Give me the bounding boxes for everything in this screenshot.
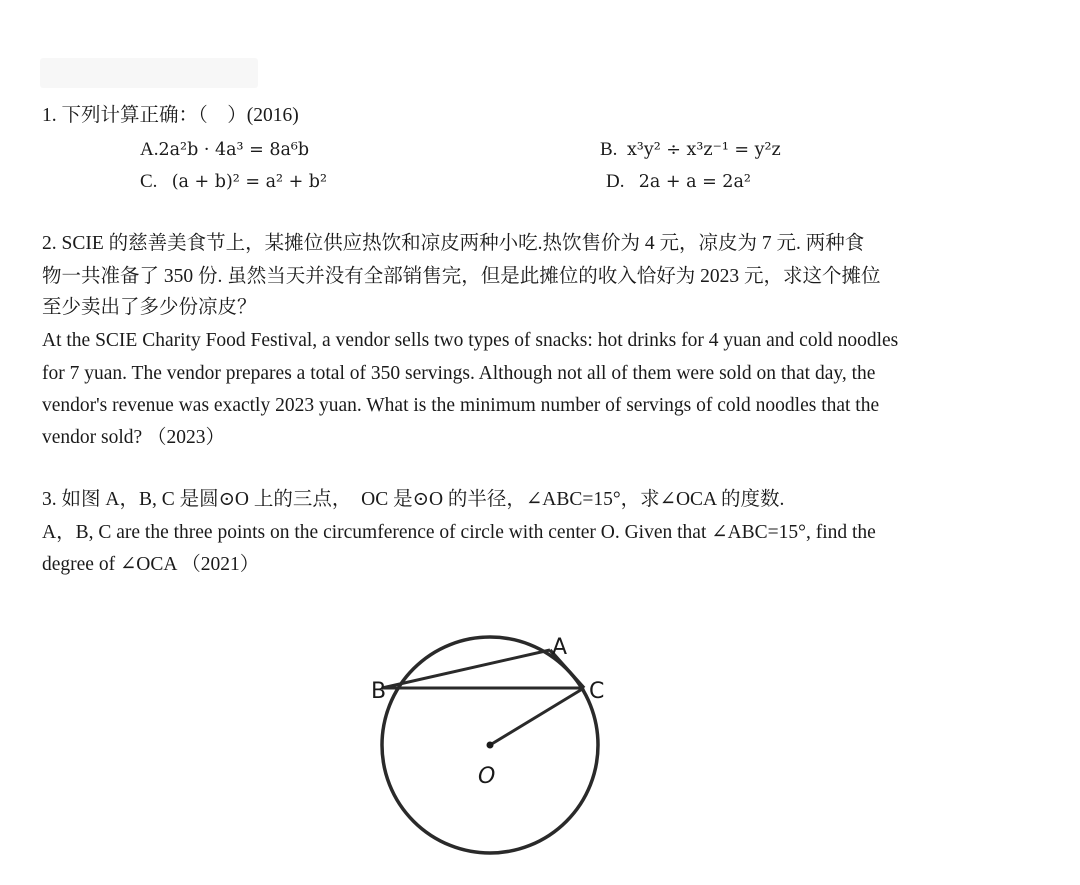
q2-en-line-3: vendor's revenue was exactly 2023 yuan. What is the minimum number of servings of cold noodles that the bbox=[42, 395, 880, 416]
q2-cn-line-2: 物一共准备了 350 份. 虽然当天并没有全部销售完，但是此摊位的收入恰好为 2023 元，求这个摊位 bbox=[42, 266, 881, 287]
q2-cn-line-1: 2. SCIE 的慈善美食节上，某摊位供应热饮和凉皮两种小吃.热饮售价为 4 元，凉皮为 7 元. 两种食 bbox=[42, 233, 865, 254]
segment-oc bbox=[490, 688, 584, 745]
center-point bbox=[487, 742, 494, 749]
q1-option-c-label: C. bbox=[140, 171, 158, 192]
label-a: A bbox=[552, 635, 568, 660]
q1-option-d-label: D. bbox=[606, 171, 625, 192]
q1-option-a[interactable] bbox=[140, 138, 309, 162]
q3-en-line-2: degree of ∠OCA （2021） bbox=[42, 554, 260, 575]
redacted-header bbox=[40, 58, 258, 88]
q1-option-b-expr: x³y² ÷ x³z⁻¹ = y²z bbox=[626, 140, 781, 160]
segment-ba bbox=[382, 650, 550, 688]
q1-option-a-expr: 2a²b · 4a³ = 8a⁶b bbox=[158, 140, 310, 160]
q1-option-b-label: B. bbox=[600, 139, 618, 160]
circle-diagram bbox=[360, 620, 640, 880]
q3-en-line-1: A，B, C are the three points on the circumference of circle with center O. Given that ∠ABC=15°, find the bbox=[42, 522, 876, 543]
q1-option-c[interactable] bbox=[140, 170, 327, 194]
q1-option-a-label: A. bbox=[140, 139, 159, 160]
label-o: O bbox=[478, 764, 496, 789]
q1-option-d-expr: 2a + a = 2a² bbox=[638, 172, 751, 192]
q2-en-line-2: for 7 yuan. The vendor prepares a total of 350 servings. Although not all of them were sold on that day, the bbox=[42, 363, 876, 384]
q2-en-line-4: vendor sold? （2023） bbox=[42, 427, 226, 448]
q2-cn-line-3: 至少卖出了多少份凉皮？ bbox=[42, 297, 257, 318]
q1-option-d[interactable] bbox=[606, 170, 751, 194]
q1-option-c-expr: (a + b)² = a² + b² bbox=[171, 172, 328, 192]
q3-cn-line: 3. 如图 A，B, C 是圆⊙O 上的三点， OC 是⊙O 的半径，∠ABC=15°，求∠OCA 的度数. bbox=[42, 489, 785, 510]
q2-en-line-1: At the SCIE Charity Food Festival, a vendor sells two types of snacks: hot drinks for 4 yuan and cold noodles bbox=[42, 330, 899, 351]
q1-title: 1. 下列计算正确：（ ）(2016) bbox=[42, 105, 299, 126]
label-c: C bbox=[589, 679, 605, 704]
q1-option-b[interactable] bbox=[600, 138, 781, 162]
label-b: B bbox=[371, 679, 387, 704]
